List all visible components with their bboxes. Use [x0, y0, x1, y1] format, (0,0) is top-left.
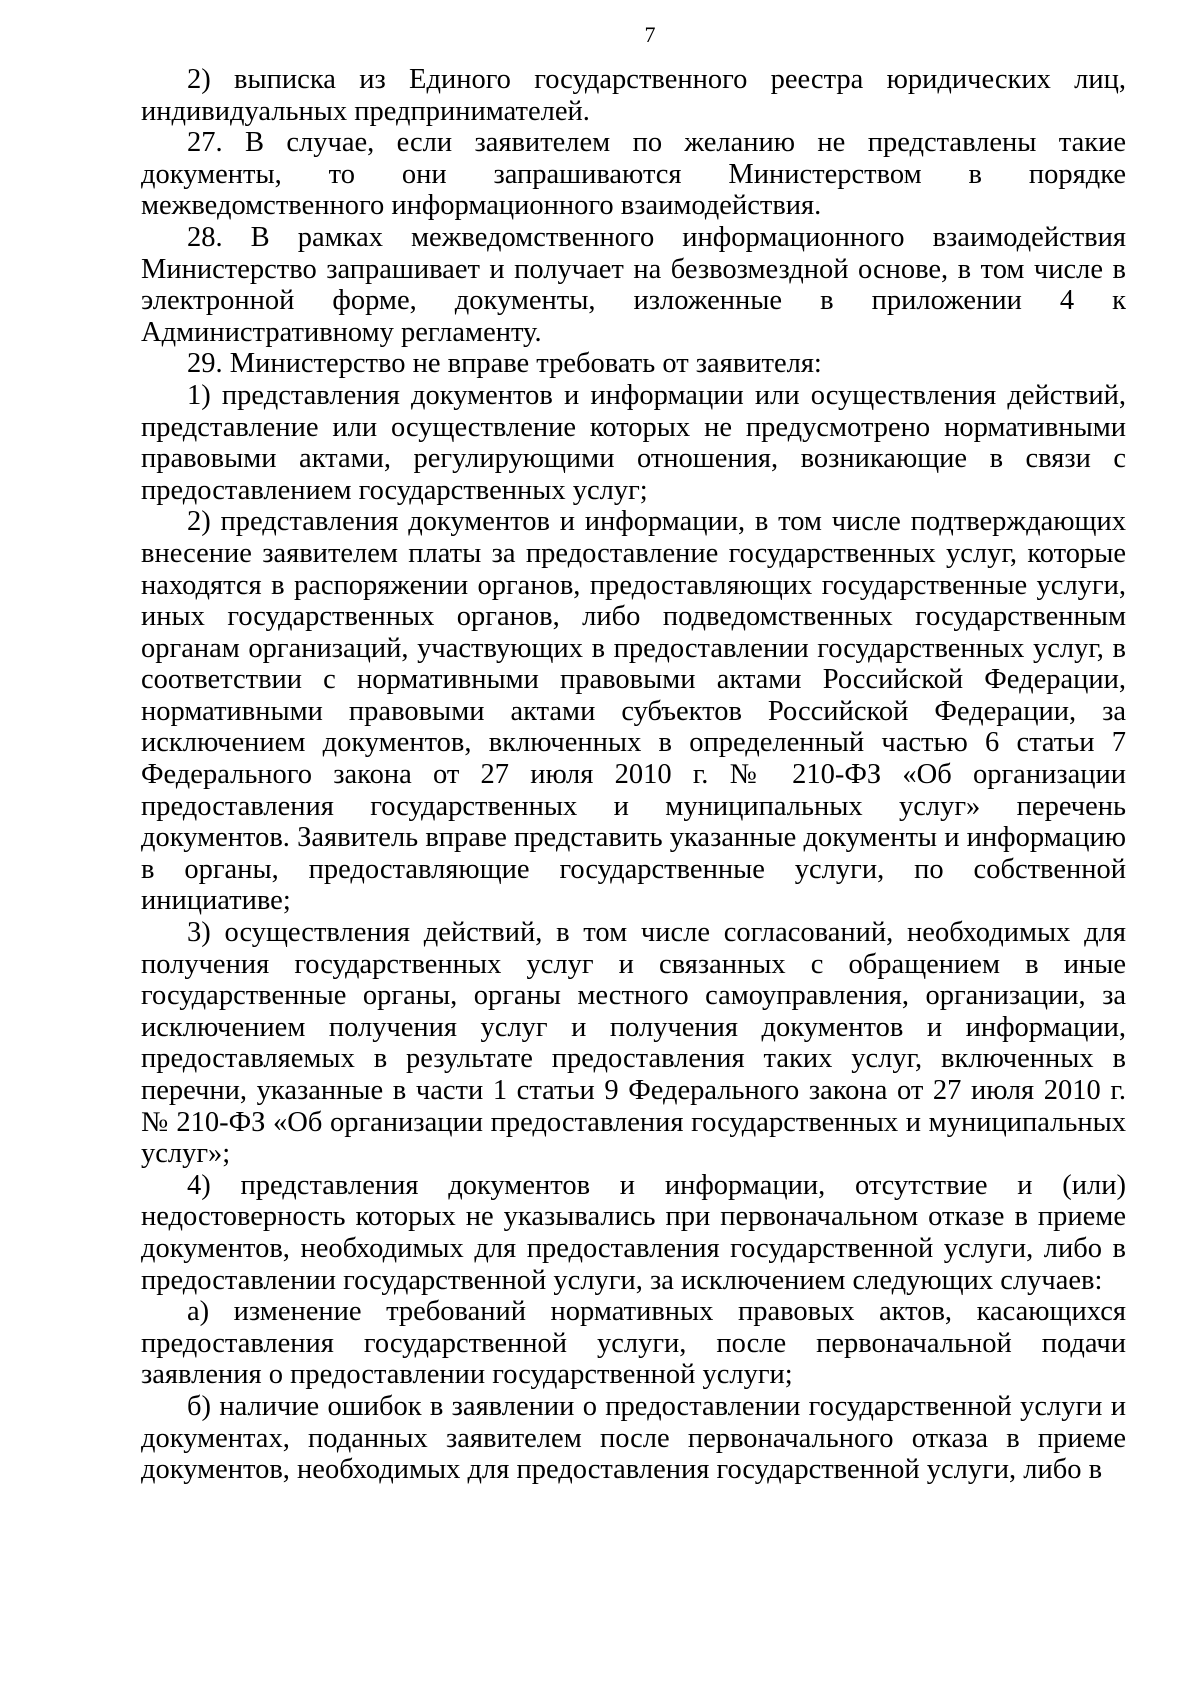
paragraph-29-item-2: 2) представления документов и информации, в том числе подтверждающих внесение заявителем платы за предоставление государственных услуг, которые находятся в распоряжении органов, предоставляющих государственные услуги, иных государственных органов, либо подведомственных государственным органам организаций, участвующих в предоставлении государственных услуг, в соответствии с нормативными правовыми актами Российской Федерации, нормативными правовыми актами субъектов Российской Федерации, за исключением документов, включенных в определенный частью 6 статьи 7 Федерального закона от 27 июля 2010 г. № 210-ФЗ «Об организации предоставления государственных и муниципальных услуг» перечень документов. Заявитель вправе представить указанные документы и информацию в органы, предоставляющие государственные услуги, по собственной инициативе;: [141, 506, 1126, 917]
paragraph-29-item-3: 3) осуществления действий, в том числе согласований, необходимых для получения государственных услуг и связанных с обращением в иные государственные органы, органы местного самоуправления, организации, за исключением получения услуг и получения документов и информации, предоставляемых в результате предоставления таких услуг, включенных в перечни, указанные в части 1 статьи 9 Федерального закона от 27 июля 2010 г. № 210-ФЗ «Об организации предоставления государственных и муниципальных услуг»;: [141, 917, 1126, 1170]
paragraph-29-item-1: 1) представления документов и информации или осуществления действий, представление или осуществление которых не предусмотрено нормативными правовыми актами, регулирующими отношения, возникающие в связи с предоставлением государственных услуг;: [141, 379, 1126, 506]
paragraph-28: 28. В рамках межведомственного информационного взаимодействия Министерство запрашивает и получает на безвозмездной основе, в том числе в электронной форме, документы, изложенные в приложении 4 к Административному регламенту.: [141, 221, 1126, 348]
paragraph-27: 27. В случае, если заявителем по желанию не представлены такие документы, то они запрашиваются Министерством в порядке межведомственного информационного взаимодействия.: [141, 127, 1126, 222]
paragraph-29-item-4: 4) представления документов и информации, отсутствие и (или) недостоверность которых не указывались при первоначальном отказе в приеме документов, необходимых для предоставления государственной услуги, либо в предоставлении государственной услуги, за исключением следующих случаев:: [141, 1169, 1126, 1296]
paragraph-29-item-4-a: а) изменение требований нормативных правовых актов, касающихся предоставления государственной услуги, после первоначальной подачи заявления о предоставлении государственной услуги;: [141, 1296, 1126, 1391]
paragraph-29: 29. Министерство не вправе требовать от заявителя:: [187, 348, 822, 380]
paragraph-29-item-4-b: б) наличие ошибок в заявлении о предоставлении государственной услуги и документах, поданных заявителем после первоначального отказа в приеме документов, необходимых для предоставления государственной услуги, либо в: [141, 1390, 1126, 1486]
page-number: 7: [644, 22, 656, 47]
paragraph-item-2-extract: 2) выписка из Единого государственного реестра юридических лиц, индивидуальных предпринимателей.: [141, 64, 1126, 127]
document-body: [141, 64, 1126, 1486]
